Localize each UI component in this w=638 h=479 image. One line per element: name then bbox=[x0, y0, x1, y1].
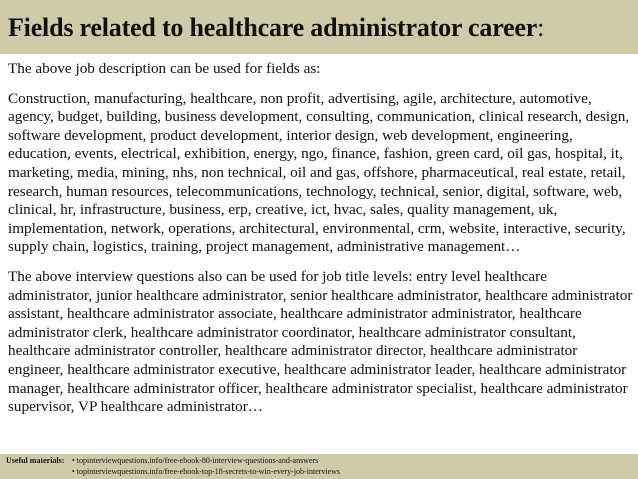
footer-row-2 bbox=[6, 466, 638, 477]
fields-paragraph: Construction, manufacturing, healthcare, non profit, advertising, agile, architecture, automotive, agency, budget, building, business development, consulting, communication, clinical research, design, software development, product development, interior design, web development, engineering, education, events, electrical, exhibition, energy, ngo, finance, fashion, green card, oil gas, hospital, it, marketing, media, mining, nhs, non technical, oil and gas, offshore, pharmaceutical, real estate, retail, research, human resources, telecommunications, technology, technical, senior, digital, software, web, clinical, hr, infrastructure, business, erp, creative, ict, hvac, sales, quality management, uk, implementation, network, operations, architectural, environmental, crm, website, interactive, security, supply chain, logistics, training, project management, administrative management… bbox=[8, 89, 630, 256]
page-title-text: Fields related to healthcare administrator career bbox=[8, 13, 538, 42]
title-bar bbox=[0, 0, 638, 54]
job-levels-paragraph: The above interview questions also can be used for job title levels: entry level healthcare administrator, junior healthcare administrator, senior healthcare administrator, healthcare administrator assistant, healthcare administrator associate, healthcare administrator administrator, healthcare administrator clerk, healthcare administrator coordinator, healthcare administrator consultant, healthcare administrator controller, healthcare administrator director, healthcare administrator engineer, healthcare administrator executive, healthcare administrator leader, healthcare administrator manager, healthcare administrator officer, healthcare administrator specialist, healthcare administrator supervisor, VP healthcare administrator… bbox=[8, 267, 633, 416]
footer-link-1[interactable]: • topinterviewquestions.info/free-ebook-80-interview-questions-and-answers bbox=[72, 456, 319, 465]
footer-row-1 bbox=[6, 455, 638, 466]
page-title bbox=[8, 13, 638, 43]
intro-text: The above job description can be used for fields as: bbox=[8, 60, 321, 77]
footer-link-2[interactable]: • topinterviewquestions.info/free-ebook-top-18-secrets-to-win-every-job-interviews bbox=[72, 467, 341, 476]
footer bbox=[0, 454, 638, 479]
main-content bbox=[8, 60, 634, 417]
page-title-colon: : bbox=[537, 13, 545, 42]
footer-label: Useful materials: bbox=[6, 456, 65, 465]
